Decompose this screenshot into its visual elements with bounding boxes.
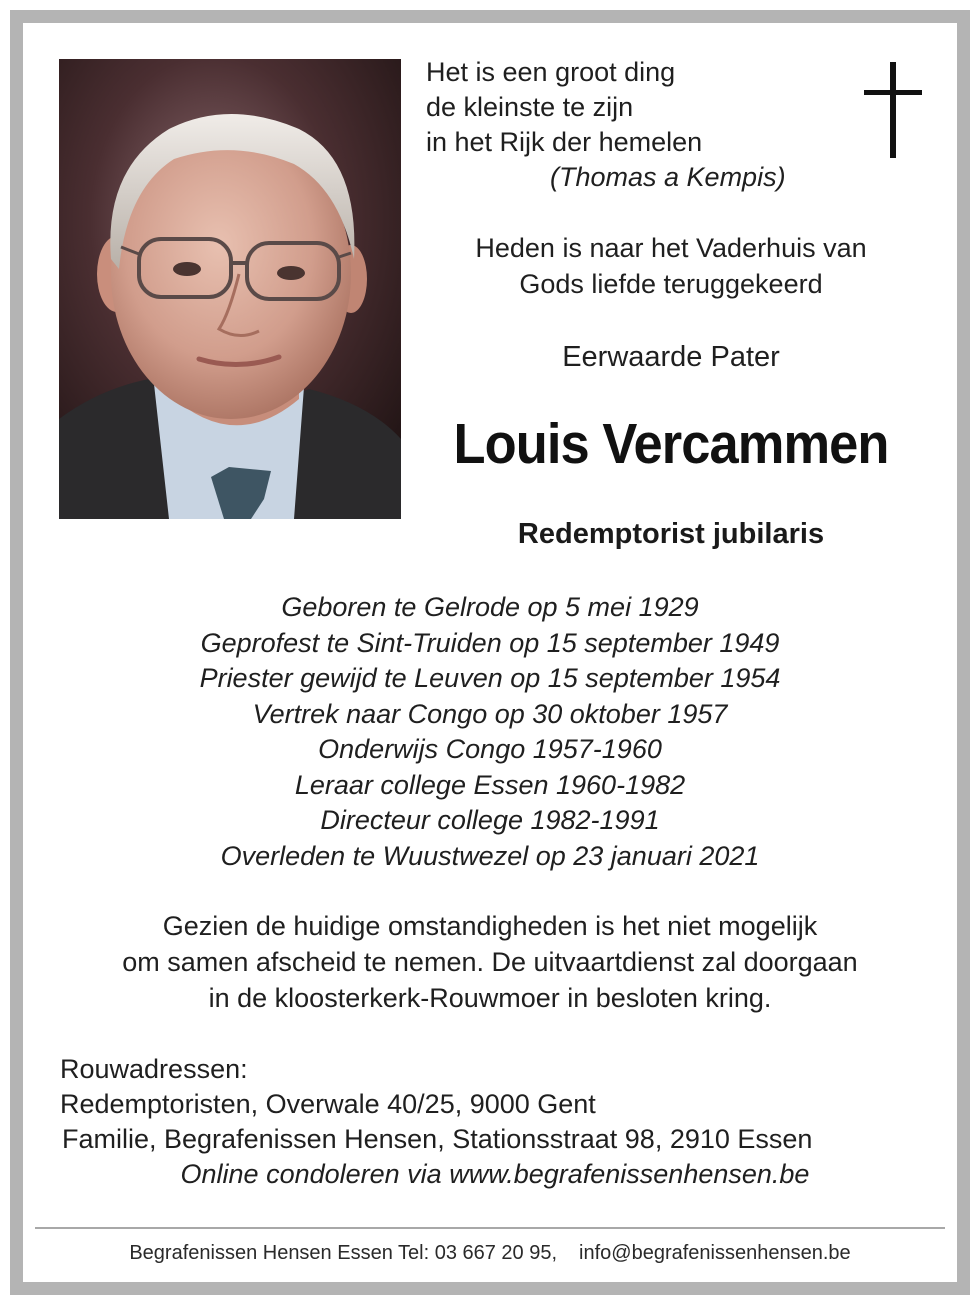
portrait-photo — [59, 59, 401, 519]
cross-icon — [864, 62, 922, 158]
intro-line: Gods liefde teruggekeerd — [519, 269, 823, 299]
footer-divider — [35, 1227, 945, 1229]
biography-item: Vertrek naar Congo op 30 oktober 1957 — [252, 698, 728, 729]
footer-email-link[interactable]: info@begrafenissenhensen.be — [579, 1242, 851, 1264]
deceased-title: Eerwaarde Pater — [562, 341, 780, 373]
footer — [30, 1236, 950, 1270]
notice-line: om samen afscheid te nemen. De uitvaartdienst zal doorgaan — [122, 947, 858, 977]
biography-item: Overleden te Wuustwezel op 23 januari 2021 — [220, 840, 760, 871]
footer-company: Begrafenissen Hensen Essen Tel: 03 667 20 95, — [129, 1242, 558, 1264]
address-line: Redemptoristen, Overwale 40/25, 9000 Gent — [60, 1089, 596, 1119]
funeral-notice — [30, 908, 950, 1016]
biography-item: Onderwijs Congo 1957-1960 — [318, 734, 662, 764]
deceased-role: Redemptorist jubilaris — [517, 518, 825, 550]
notice-line: Gezien de huidige omstandigheden is het niet mogelijk — [162, 911, 818, 941]
condolence-addresses — [60, 1052, 930, 1192]
biography-item: Geboren te Gelrode op 5 mei 1929 — [281, 592, 699, 622]
notice-line: in de kloosterkerk-Rouwmoer in besloten kring. — [208, 983, 772, 1013]
intro-line: Heden is naar het Vaderhuis van — [475, 233, 867, 263]
quote-block — [426, 55, 846, 195]
quote-author: (Thomas a Kempis) — [550, 162, 786, 192]
quote-line: de kleinste te zijn — [426, 92, 634, 122]
online-condolence-link[interactable]: Online condoleren via www.begrafenissenhensen.be — [180, 1159, 810, 1189]
address-line: Familie, Begrafenissen Hensen, Stationsstraat 98, 2910 Essen — [62, 1124, 813, 1154]
biography-item: Geprofest te Sint-Truiden op 15 september 1949 — [200, 627, 780, 658]
biography-list — [30, 590, 950, 874]
biography-item: Directeur college 1982-1991 — [320, 805, 660, 835]
quote-line: in het Rijk der hemelen — [426, 127, 703, 157]
intro-text — [420, 230, 922, 302]
quote-line: Het is een groot ding — [426, 57, 676, 87]
addresses-heading: Rouwadressen: — [60, 1054, 248, 1084]
biography-item: Leraar college Essen 1960-1982 — [294, 769, 686, 800]
deceased-name: Louis Vercammen — [453, 412, 889, 476]
biography-item: Priester gewijd te Leuven op 15 september 1954 — [199, 663, 781, 693]
